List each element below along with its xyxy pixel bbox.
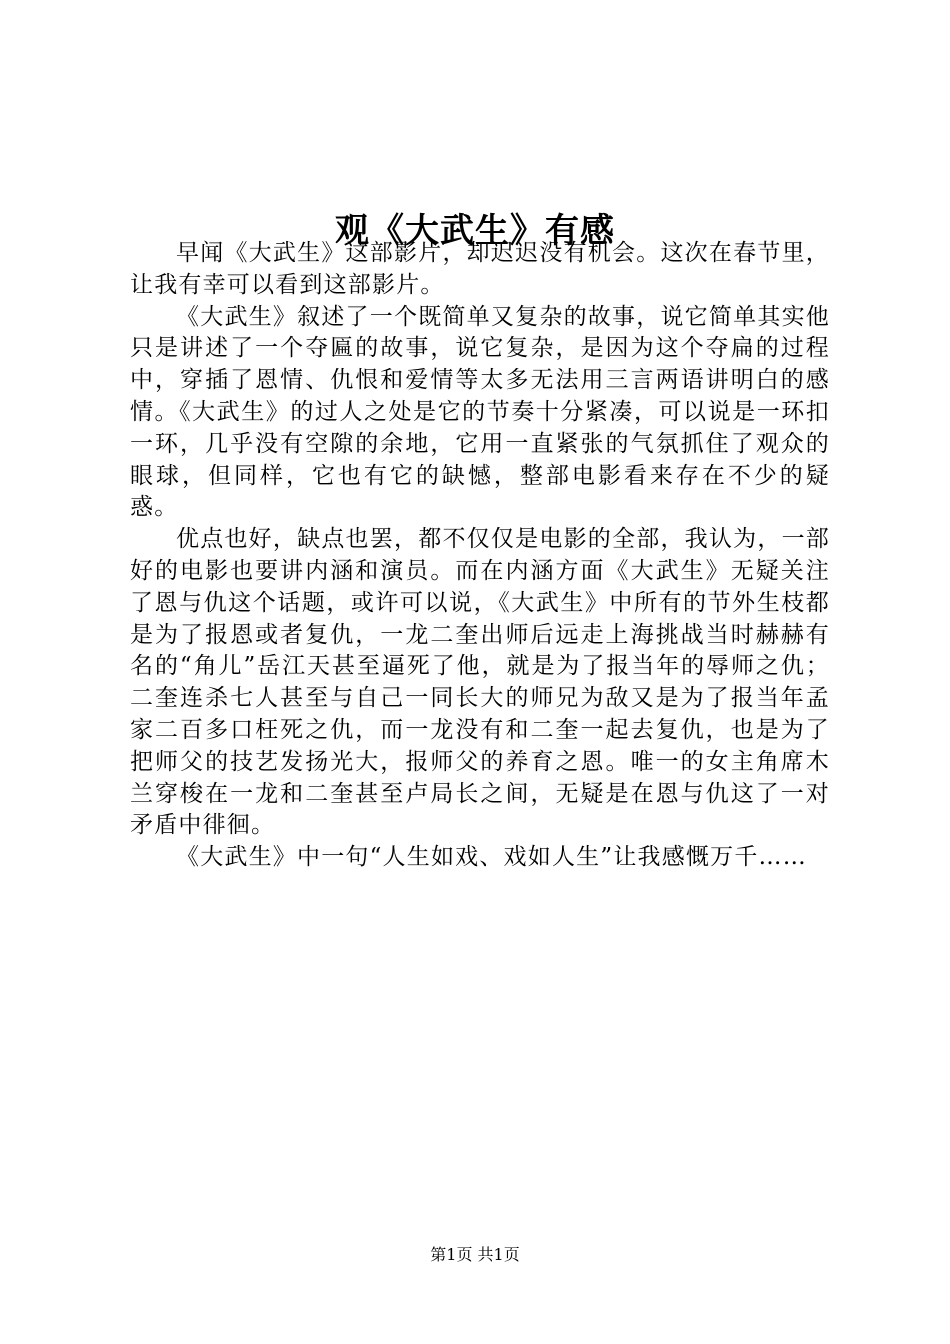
paragraph-4: 《大武生》中一句“人生如戏、戏如人生”让我感慨万千…… bbox=[176, 844, 807, 871]
paragraph-2: 《大武生》叙述了一个既简单又复杂的故事，说它简单其实他只是讲述了一个夺匾的故事，说它复杂，是因为这个夺扁的过程中，穿插了恩情、仇恨和爱情等太多无法用三言两语讲明白的感情。《大武生》的过人之处是它的节奏十分紧凑，可以说是一环扣一环，几乎没有空隙的余地，它用一直紧张的气氛抓住了观众的眼球，但同样，它也有它的缺憾，整部电影看来存在不少的疑惑。 bbox=[130, 303, 830, 521]
paragraph-1: 早闻《大武生》这部影片，却迟迟没有机会。这次在春节里，让我有幸可以看到这部影片。 bbox=[130, 240, 830, 298]
document-title: 观《大武生》有感 bbox=[335, 210, 615, 251]
paragraph-3: 优点也好，缺点也罢，都不仅仅是电影的全部，我认为，一部好的电影也要讲内涵和演员。而在内涵方面《大武生》无疑关注了恩与仇这个话题，或许可以说，《大武生》中所有的节外生枝都是为了报恩或者复仇，一龙二奎出师后远走上海挑战当时赫赫有名的“角儿”岳江天甚至逼死了他，就是为了报当年的辱师之仇；二奎连杀七人甚至与自己一同长大的师兄为敌又是为了报当年孟家二百多口枉死之仇，而一龙没有和二奎一起去复仇，也是为了把师父的技艺发扬光大，报师父的养育之恩。唯一的女主角席木兰穿梭在一龙和二奎甚至卢局长之间，无疑是在恩与仇这了一对矛盾中徘徊。 bbox=[130, 526, 830, 839]
page-number-footer: 第1页 共1页 bbox=[430, 1245, 520, 1264]
document-body bbox=[130, 238, 830, 874]
